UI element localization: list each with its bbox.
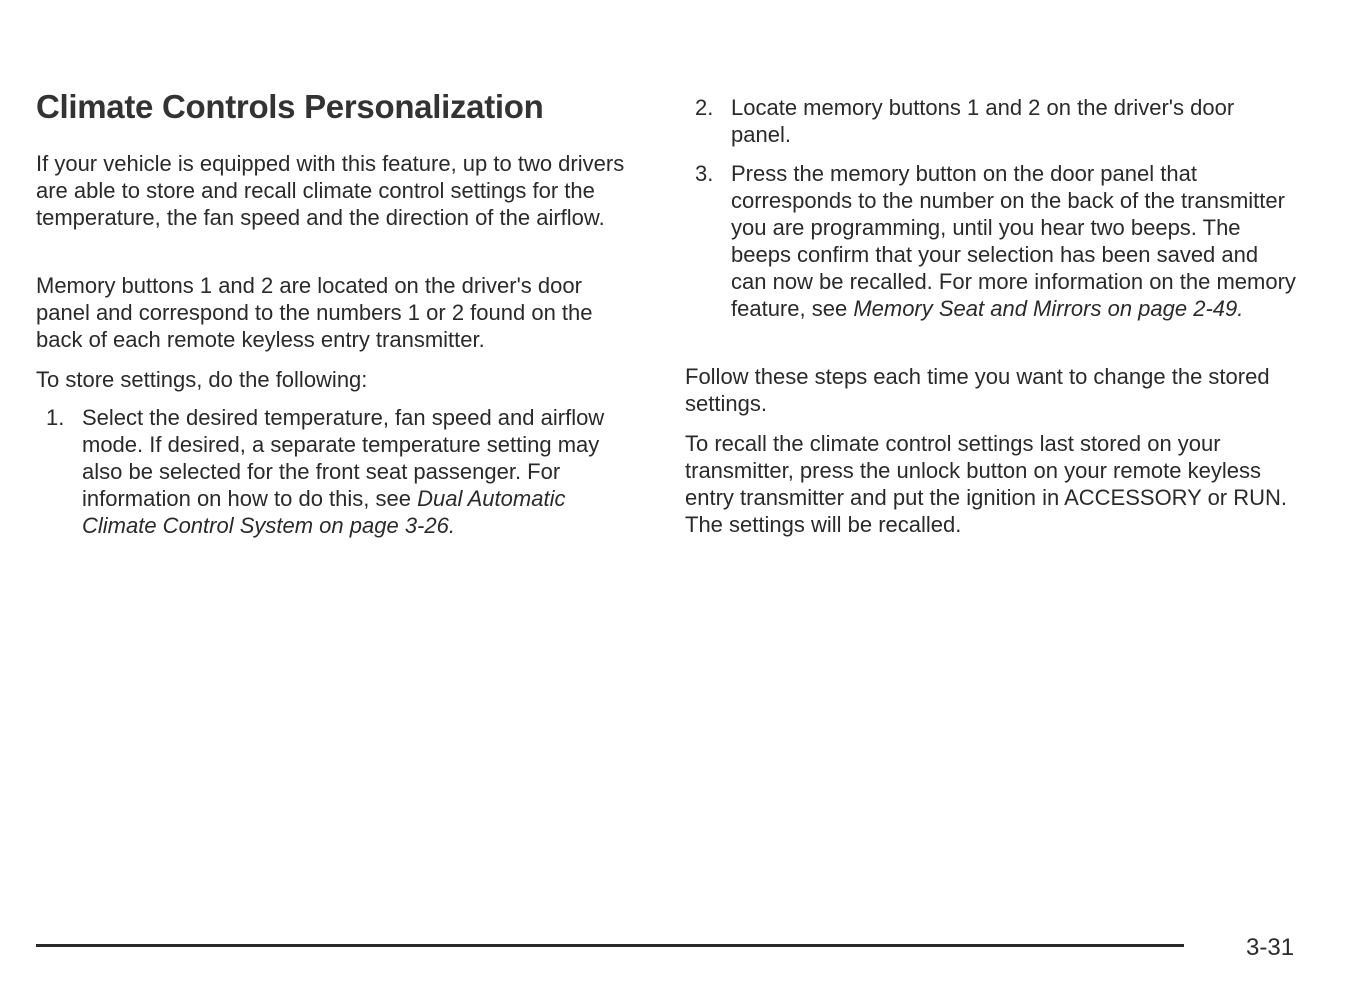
cross-reference: Dual Automatic Climate Control System on page 3-26. [82, 486, 566, 538]
footer-rule [36, 944, 1184, 947]
follow-steps-text: Follow these steps each time you want to change the stored settings. [685, 364, 1270, 416]
recall-text: To recall the climate control settings last stored on your transmitter, press the unlock button on your remote keyless entry transmitter and put the ignition in ACCESSORY or RUN. The settings will be recalled. [685, 431, 1288, 537]
intro-text: If your vehicle is equipped with this feature, up to two drivers are able to store and recall climate control settings for the temperature, the fan speed and the direction of the airflow. [36, 151, 625, 230]
page-number: 3-31 [1246, 934, 1295, 961]
memory-buttons-paragraph [36, 272, 636, 353]
store-settings-text: To store settings, do the following: [36, 367, 368, 392]
memory-buttons-text: Memory buttons 1 and 2 are located on the driver's door panel and correspond to the numbers 1 or 2 found on the back of each remote keyless entry transmitter. [36, 273, 593, 352]
recall-paragraph [685, 430, 1295, 538]
store-settings-paragraph [36, 366, 636, 393]
follow-steps-paragraph [685, 363, 1285, 417]
step-text [731, 160, 1297, 322]
cross-reference: Memory Seat and Mirrors on page 2-49. [853, 296, 1244, 321]
step-number: 2. [695, 95, 714, 120]
step-text [82, 404, 622, 539]
step-2-text: Locate memory buttons 1 and 2 on the driver's door panel. [731, 95, 1235, 147]
step-3-text: Press the memory button on the door panel that corresponds to the number on the back of the transmitter you are programming, until you hear two beeps. The beeps confirm that your selection has been saved and can now be recalled. For more information on the memory feature, see [731, 161, 1296, 321]
step-1-text: Select the desired temperature, fan speed and airflow mode. If desired, a separate temperature setting may also be selected for the front seat passenger. For information on how to do this, see [82, 405, 605, 511]
step-number: 1. [46, 405, 65, 430]
page-title: Climate Controls Personalization [36, 88, 544, 125]
step-number: 3. [695, 161, 714, 186]
intro-paragraph [36, 150, 626, 231]
